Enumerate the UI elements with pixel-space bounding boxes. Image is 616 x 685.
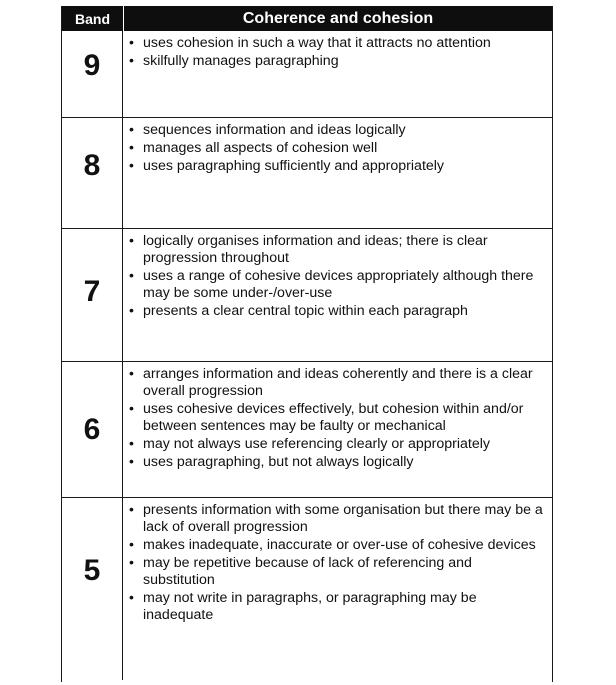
band-row-9	[62, 31, 552, 118]
descriptor-item: • may not always use referencing clearly or appropriately	[129, 436, 544, 453]
descriptor-list	[129, 35, 544, 70]
band-row-6	[62, 362, 552, 498]
descriptor-cell	[123, 229, 552, 361]
band-number: 9	[83, 49, 101, 82]
descriptor-item: • presents information with some organisation but there may be a lack of overall progression	[129, 502, 544, 536]
descriptor-list	[129, 122, 544, 175]
descriptor-item: • uses paragraphing, but not always logically	[129, 454, 544, 471]
descriptor-item: • may not write in paragraphs, or paragraphing may be inadequate	[129, 590, 544, 624]
descriptor-item: • manages all aspects of cohesion well	[129, 140, 544, 157]
descriptor-item: • uses a range of cohesive devices appropriately although there may be some under-/over-use	[129, 268, 544, 302]
band-row-5	[62, 498, 552, 680]
descriptor-cell	[123, 118, 552, 228]
descriptor-item: • uses cohesion in such a way that it attracts no attention	[129, 35, 544, 52]
band-cell	[62, 118, 123, 228]
band-number: 5	[83, 554, 101, 587]
descriptor-item: • arranges information and ideas coherently and there is a clear overall progression	[129, 366, 544, 400]
band-cell	[62, 31, 123, 117]
descriptor-item: • presents a clear central topic within each paragraph	[129, 303, 544, 320]
descriptor-cell	[123, 362, 552, 497]
descriptor-item: • logically organises information and ideas; there is clear progression throughout	[129, 233, 544, 267]
band-number: 7	[83, 275, 101, 308]
descriptor-item: • makes inadequate, inaccurate or over-use of cohesive devices	[129, 537, 544, 554]
coherence-cohesion-table	[61, 6, 553, 682]
band-row-8	[62, 118, 552, 229]
band-cell	[62, 362, 123, 497]
table-header	[62, 6, 552, 31]
descriptor-item: • sequences information and ideas logically	[129, 122, 544, 139]
descriptor-item: • skilfully manages paragraphing	[129, 53, 544, 70]
descriptor-item: • uses cohesive devices effectively, but cohesion within and/or between sentences may be faulty or mechanical	[129, 401, 544, 435]
descriptor-list	[129, 502, 544, 624]
descriptor-list	[129, 366, 544, 471]
band-cell	[62, 229, 123, 361]
band-column-header: Band	[62, 6, 124, 31]
band-row-7	[62, 229, 552, 362]
criterion-column-header: Coherence and cohesion	[242, 9, 434, 27]
descriptor-cell	[123, 498, 552, 680]
band-number: 6	[83, 413, 101, 446]
descriptor-item: • uses paragraphing sufficiently and appropriately	[129, 158, 544, 175]
band-number: 8	[83, 149, 101, 182]
descriptor-list	[129, 233, 544, 320]
band-cell	[62, 498, 123, 680]
descriptor-item: • may be repetitive because of lack of referencing and substitution	[129, 555, 544, 589]
descriptor-cell	[123, 31, 552, 117]
